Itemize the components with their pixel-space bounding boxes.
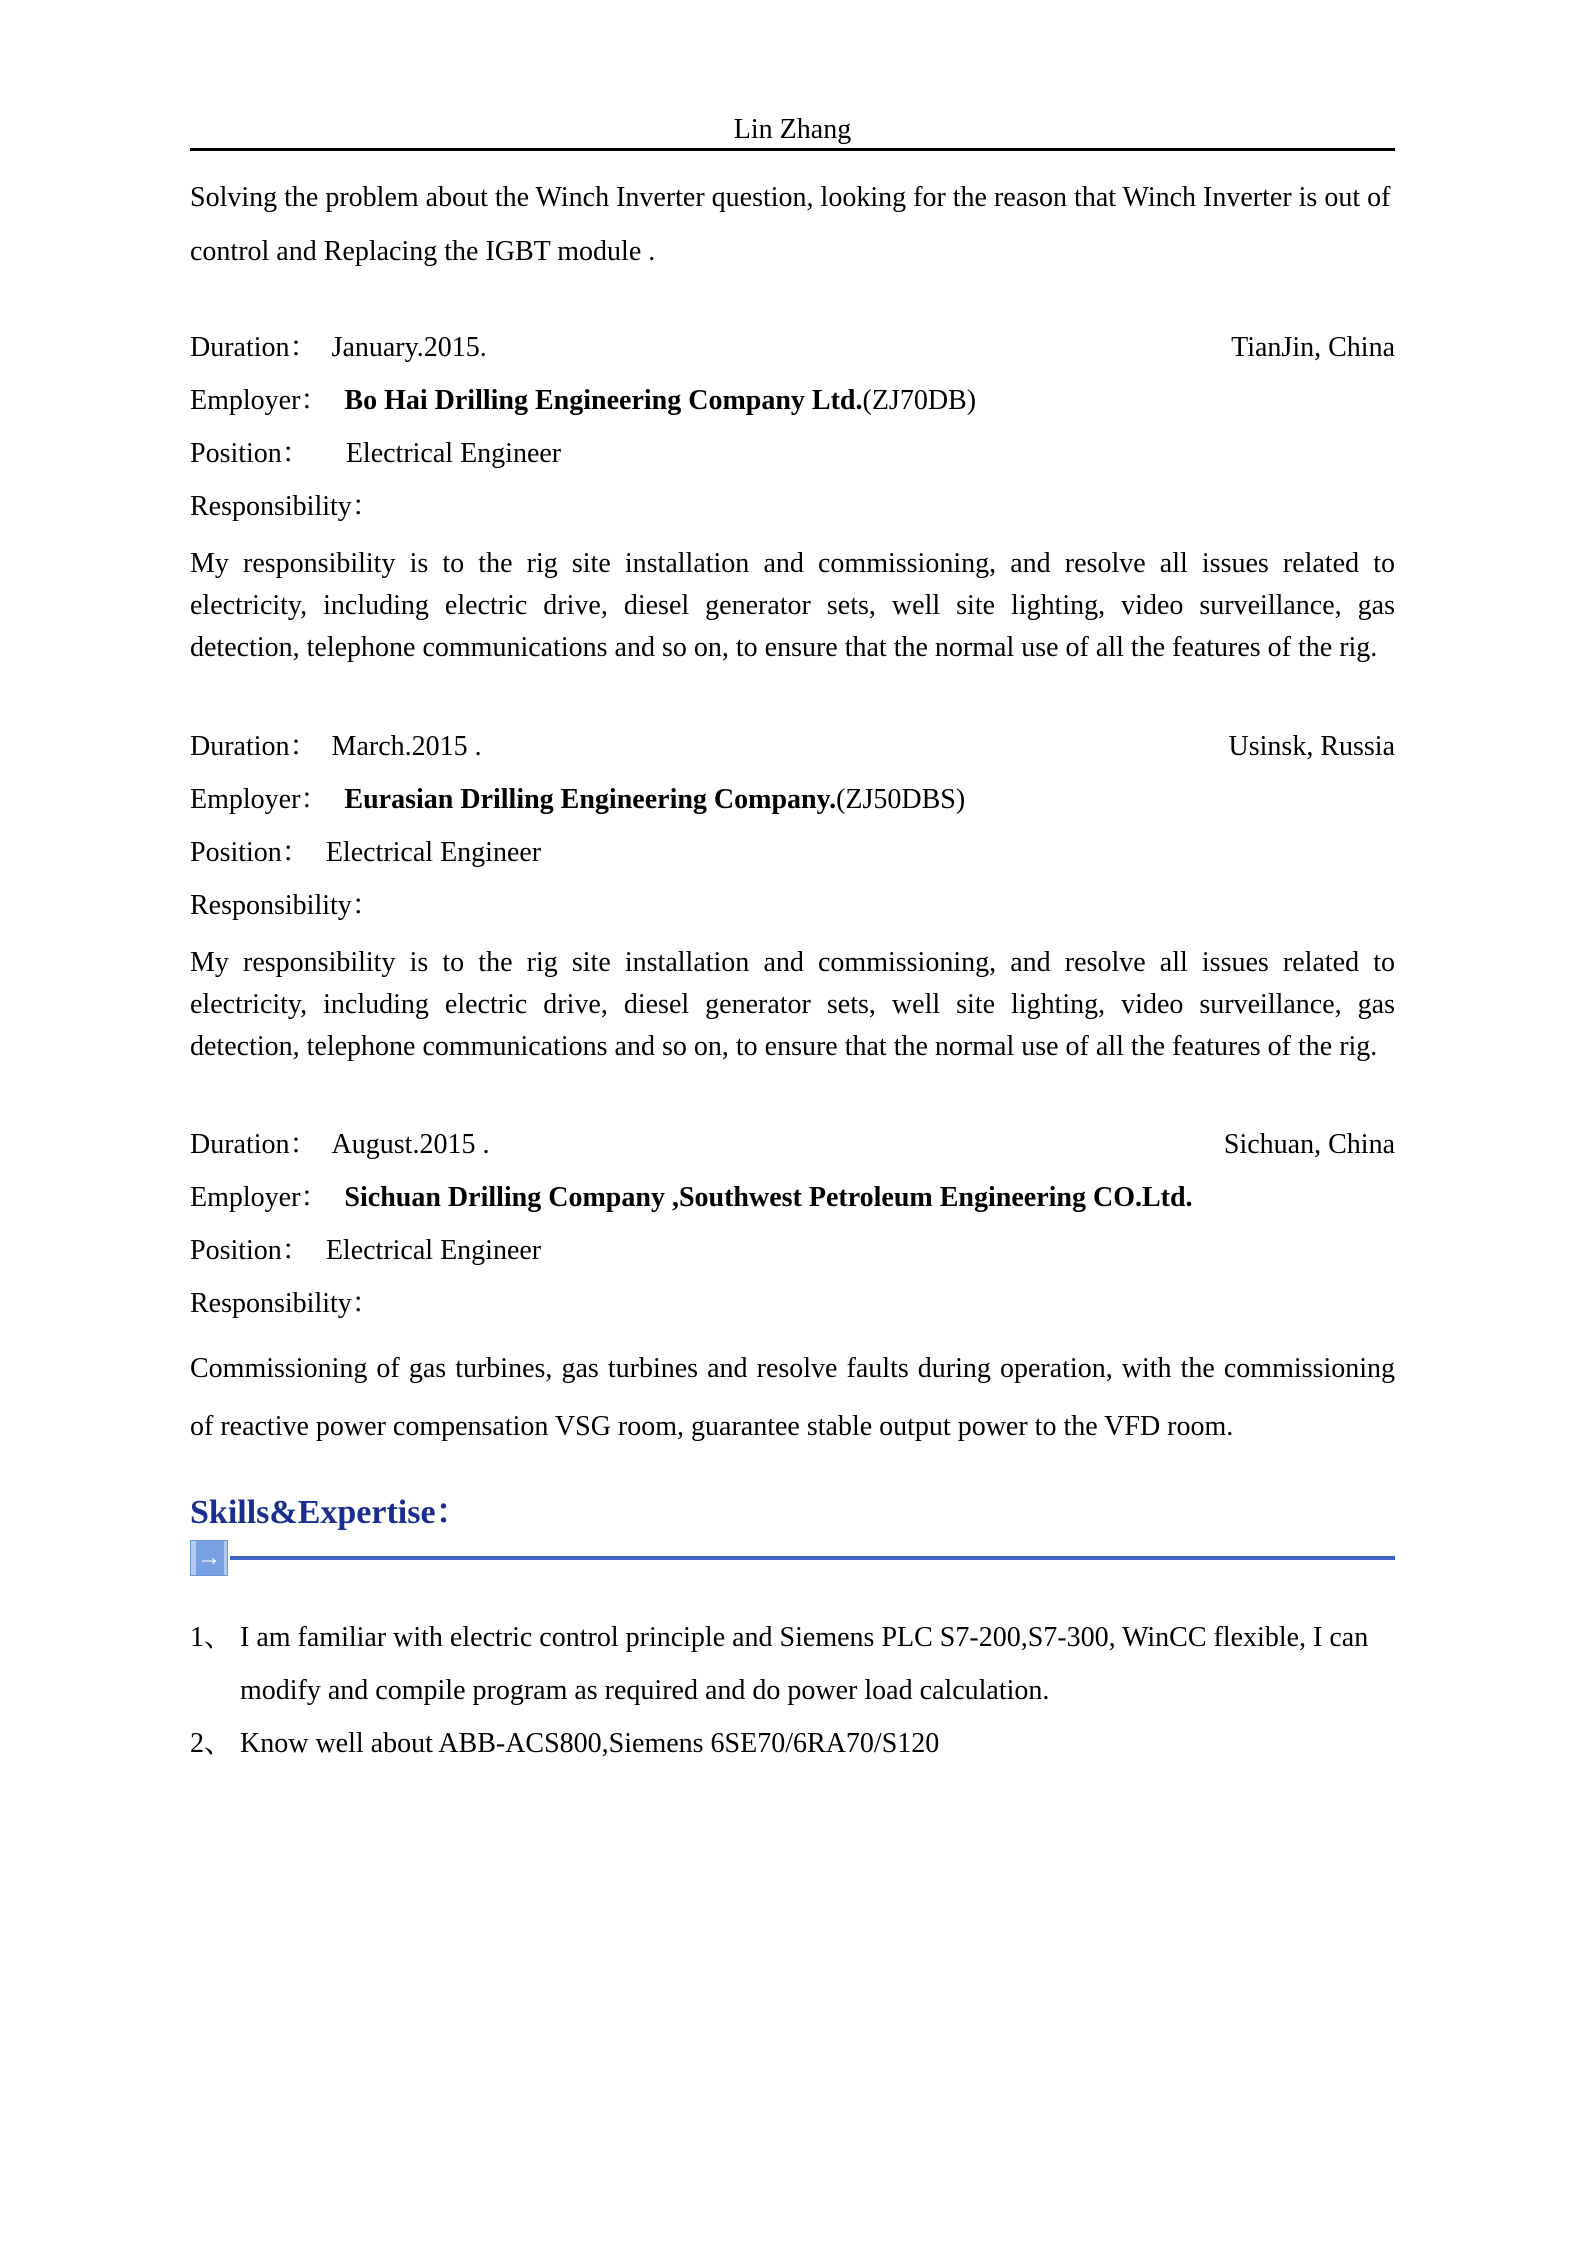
job-block-sichuan xyxy=(190,1128,1395,1456)
responsibility-label: Responsibility： xyxy=(190,890,380,921)
duration-value: August.2015 . xyxy=(331,1129,490,1160)
list-item xyxy=(190,1611,1395,1717)
skills-divider xyxy=(190,1539,1395,1577)
list-item xyxy=(190,1717,1395,1770)
skills-heading: Skills&Expertise： xyxy=(190,1494,470,1531)
skills-list xyxy=(190,1611,1395,1770)
responsibility-label: Responsibility： xyxy=(190,1288,380,1319)
duration-label: Duration： xyxy=(190,1129,318,1160)
position-label: Position： xyxy=(190,837,310,868)
duration-row xyxy=(190,1128,1395,1162)
list-item-number: 2、 xyxy=(190,1728,233,1759)
list-item-text: Know well about ABB-ACS800,Siemens 6SE70/6RA70/S120 xyxy=(240,1728,940,1759)
employer-code: (ZJ50DBS) xyxy=(836,784,966,815)
duration-value: March.2015 . xyxy=(331,731,482,762)
employer-name: Eurasian Drilling Engineering Company. xyxy=(344,784,837,815)
employer-row xyxy=(190,384,1395,418)
location-value: Usinsk, Russia xyxy=(1228,731,1395,762)
employer-label: Employer： xyxy=(190,1182,329,1213)
employer-label: Employer： xyxy=(190,385,329,416)
arrow-right-icon: → xyxy=(190,1540,228,1576)
page-header xyxy=(190,112,1395,151)
job-block-tianjin xyxy=(190,331,1395,669)
responsibility-label: Responsibility： xyxy=(190,491,380,522)
intro-paragraph: Solving the problem about the Winch Inverter question, looking for the reason that Winch Inverter is out of control and Replacing the IGBT module . xyxy=(190,182,1391,267)
responsibility-paragraph: My responsibility is to the rig site installation and commissioning, and resolve all issues related to electricity, including electric drive, diesel generator sets, well site lighting, video surveillance, gas detection, telephone communications and so on, to ensure that the normal use of all the features of the rig. xyxy=(190,548,1395,663)
position-label: Position： xyxy=(190,1235,310,1266)
employer-name: Sichuan Drilling Company ,Southwest Petroleum Engineering CO.Ltd. xyxy=(344,1182,1193,1213)
responsibility-paragraph: Commissioning of gas turbines, gas turbines and resolve faults during operation, with the commissioning of reactive power compensation VSG room, guarantee stable output power to the VFD room. xyxy=(190,1353,1395,1442)
employer-code: (ZJ70DB) xyxy=(862,385,977,416)
duration-row xyxy=(190,331,1395,365)
author-name: Lin Zhang xyxy=(733,114,852,145)
divider-line xyxy=(230,1556,1395,1560)
position-row xyxy=(190,437,1395,471)
position-row xyxy=(190,1234,1395,1268)
job-block-usinsk xyxy=(190,730,1395,1068)
duration-value: January.2015. xyxy=(331,332,487,363)
position-value: Electrical Engineer xyxy=(325,1235,542,1266)
employer-label: Employer： xyxy=(190,784,329,815)
duration-label: Duration： xyxy=(190,731,318,762)
employer-name: Bo Hai Drilling Engineering Company Ltd. xyxy=(344,385,863,416)
responsibility-paragraph: My responsibility is to the rig site installation and commissioning, and resolve all issues related to electricity, including electric drive, diesel generator sets, well site lighting, video surveillance, gas detection, telephone communications and so on, to ensure that the normal use of all the features of the rig. xyxy=(190,947,1395,1062)
employer-row xyxy=(190,1181,1395,1215)
list-item-text: I am familiar with electric control principle and Siemens PLC S7-200,S7-300, WinCC flexible, I can modify and compile program as required and do power load calculation. xyxy=(240,1622,1369,1706)
employer-row xyxy=(190,783,1395,817)
duration-row xyxy=(190,730,1395,764)
list-item-number: 1、 xyxy=(190,1622,233,1653)
position-value: Electrical Engineer xyxy=(325,837,542,868)
position-value: Electrical Engineer xyxy=(345,438,562,469)
position-label: Position： xyxy=(190,438,310,469)
duration-label: Duration： xyxy=(190,332,318,363)
position-row xyxy=(190,836,1395,870)
location-value: TianJin, China xyxy=(1231,332,1395,363)
location-value: Sichuan, China xyxy=(1223,1129,1395,1160)
